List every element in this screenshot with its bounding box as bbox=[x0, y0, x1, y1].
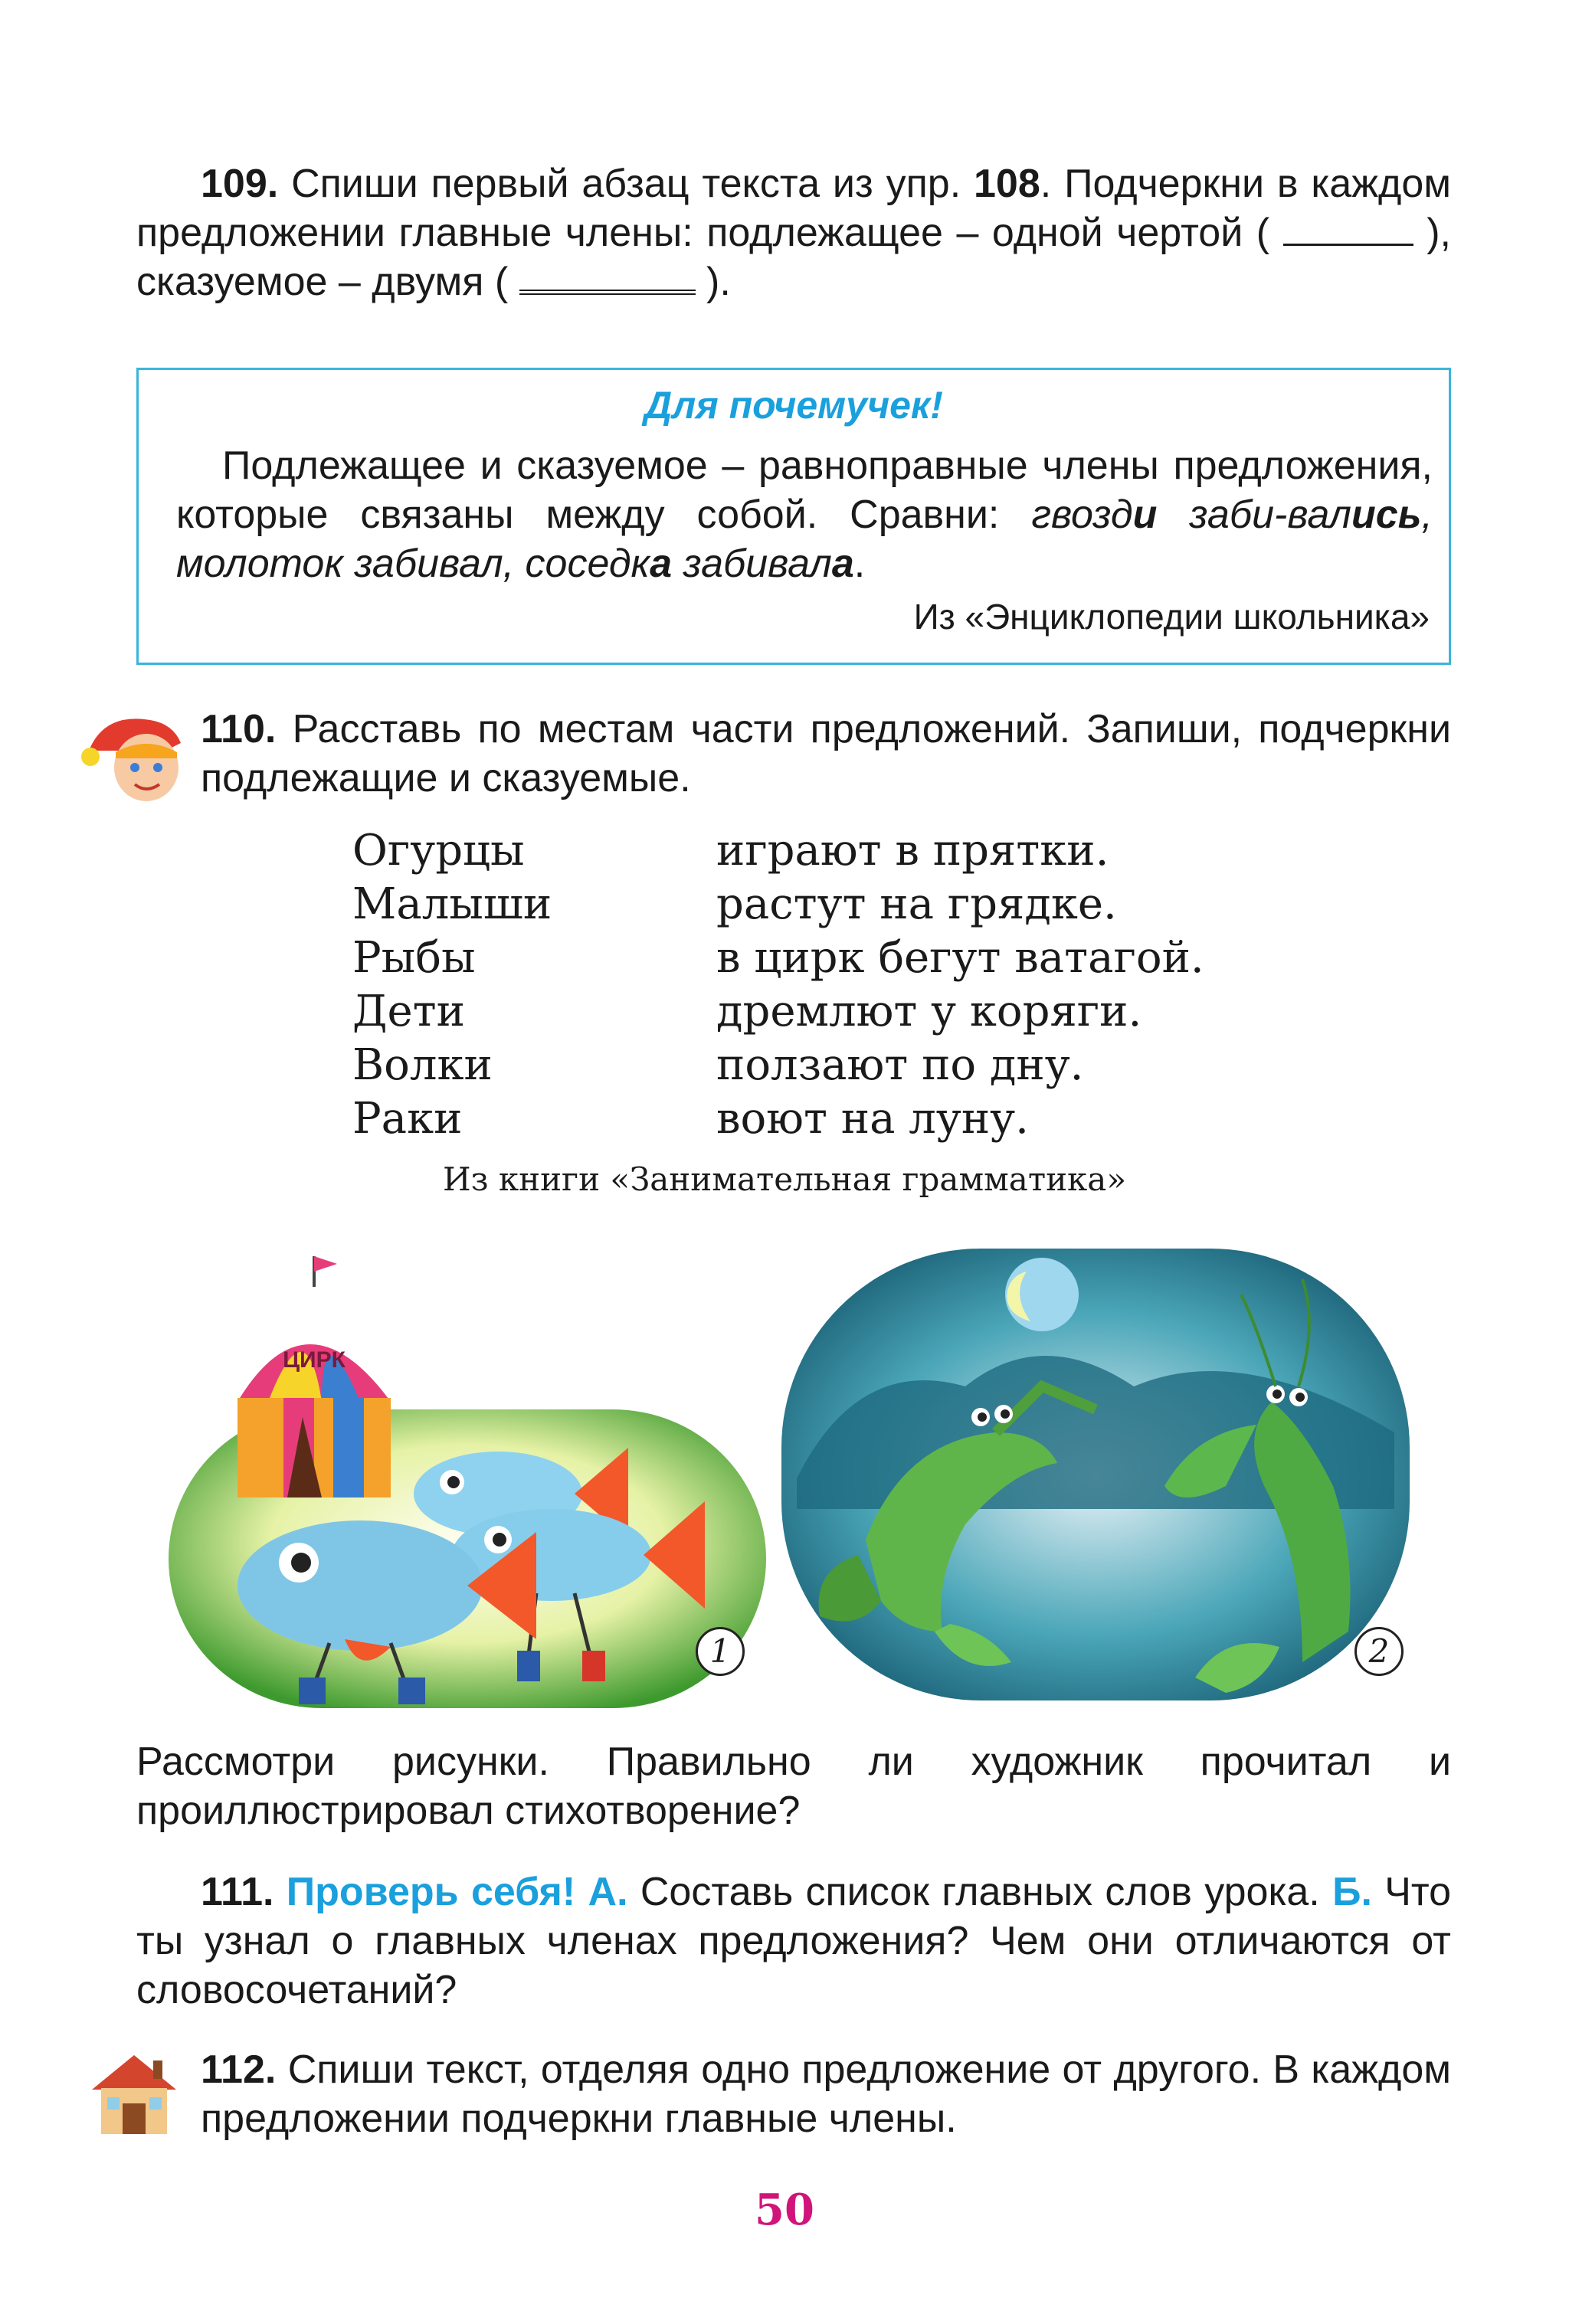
example-ending: а bbox=[650, 542, 673, 586]
gnome-head-icon bbox=[74, 705, 196, 812]
example-ending: а bbox=[831, 542, 854, 586]
picture-label-1: 1 bbox=[696, 1627, 745, 1676]
poem-subject: Огурцы bbox=[352, 826, 525, 876]
exercise-text: ), сказуемое – двумя ( bbox=[136, 211, 1451, 304]
exercise-112 bbox=[201, 2045, 1451, 2143]
info-box-body: Подлежащее и сказуемое – равноправные члены предложения, которые связаны между собой. Сравни: гвозди заби-вались, молоток забивал, соседка забивала. bbox=[176, 444, 1433, 586]
exercise-text: Составь список главных слов урока. bbox=[640, 1870, 1320, 1914]
illustration-question: Рассмотри рисунки. Правильно ли художник прочитал и проиллюстрировал стихотворение? bbox=[136, 1740, 1451, 1833]
exercise-text: ). bbox=[706, 260, 731, 304]
poem-subject: Раки bbox=[352, 1094, 463, 1144]
exercise-number: 112. bbox=[201, 2047, 277, 2092]
poem-predicate: ползают по дну. bbox=[716, 1040, 1084, 1090]
poem-predicate: воют на луну. bbox=[716, 1094, 1029, 1144]
poem-predicate: в цирк бегут ватагой. bbox=[716, 933, 1204, 983]
picture-label-2: 2 bbox=[1354, 1627, 1404, 1676]
part-b-label: Б. bbox=[1332, 1870, 1372, 1914]
poem-source: Из книги «Занимательная грамматика» bbox=[442, 1160, 1127, 1198]
info-box-source: Из «Энциклопедии школьника» bbox=[913, 597, 1430, 637]
example-ending: и bbox=[1132, 493, 1158, 537]
info-text: Подлежащее и сказуемое – равноправные члены предложения, которые связаны между собой. Сравни: bbox=[176, 444, 1433, 537]
exercise-text: Что ты узнал о главных членах предложения? Чем они отличаются от словосочетаний? bbox=[136, 1870, 1452, 2012]
poem-predicate: растут на грядке. bbox=[716, 879, 1117, 929]
example-word: заби- bbox=[1157, 493, 1288, 537]
poem-subject: Дети bbox=[352, 987, 465, 1036]
house-icon bbox=[84, 2044, 184, 2143]
poem-predicate: дремлют у коряги. bbox=[716, 987, 1142, 1036]
poem-subject: Малыши bbox=[352, 879, 552, 929]
example-word: вал bbox=[1287, 493, 1351, 537]
exercise-text: Спиши первый абзац текста из упр. bbox=[291, 162, 961, 206]
exercise-text: Спиши текст, отделяя одно предложение от другого. В каждом предложении подчеркни главные члены. bbox=[201, 2047, 1452, 2141]
illustration-crayfish-moon bbox=[766, 1233, 1425, 1708]
info-box-title: Для почемучек! bbox=[644, 384, 943, 427]
page-number: 50 bbox=[755, 2185, 814, 2235]
exercise-number: 110. bbox=[201, 707, 277, 751]
example-word: , молоток забивал, соседк bbox=[176, 493, 1433, 586]
exercise-110 bbox=[201, 705, 1451, 803]
exercise-number: 109. bbox=[201, 162, 279, 206]
illustration-fish-circus bbox=[169, 1241, 766, 1708]
poem-subject: Волки bbox=[352, 1040, 493, 1090]
example-ending: ись bbox=[1351, 493, 1422, 537]
double-underline-sample bbox=[519, 257, 696, 295]
exercise-111 bbox=[136, 1867, 1451, 2015]
poem-predicate: играют в прятки. bbox=[716, 826, 1109, 876]
part-a-label: А. bbox=[588, 1870, 628, 1914]
exercise-text: Расставь по местам части предложений. Запиши, подчеркни подлежащие и сказуемые. bbox=[201, 707, 1451, 800]
example-word: гвозд bbox=[1031, 493, 1133, 537]
exercise-109 bbox=[136, 159, 1451, 306]
exercise-text: . Подчеркни в каждом предложении главные члены: подлежащее – одной чертой ( bbox=[136, 162, 1451, 255]
check-yourself-label: Проверь себя! bbox=[286, 1870, 576, 1914]
circus-sign: ЦИРК bbox=[283, 1347, 346, 1373]
example-word: забивал bbox=[672, 542, 832, 586]
single-underline-sample bbox=[1283, 211, 1413, 246]
exercise-number: 111. bbox=[201, 1870, 274, 1914]
poem-subject: Рыбы bbox=[352, 933, 476, 983]
exercise-reference: 108 bbox=[974, 162, 1040, 206]
